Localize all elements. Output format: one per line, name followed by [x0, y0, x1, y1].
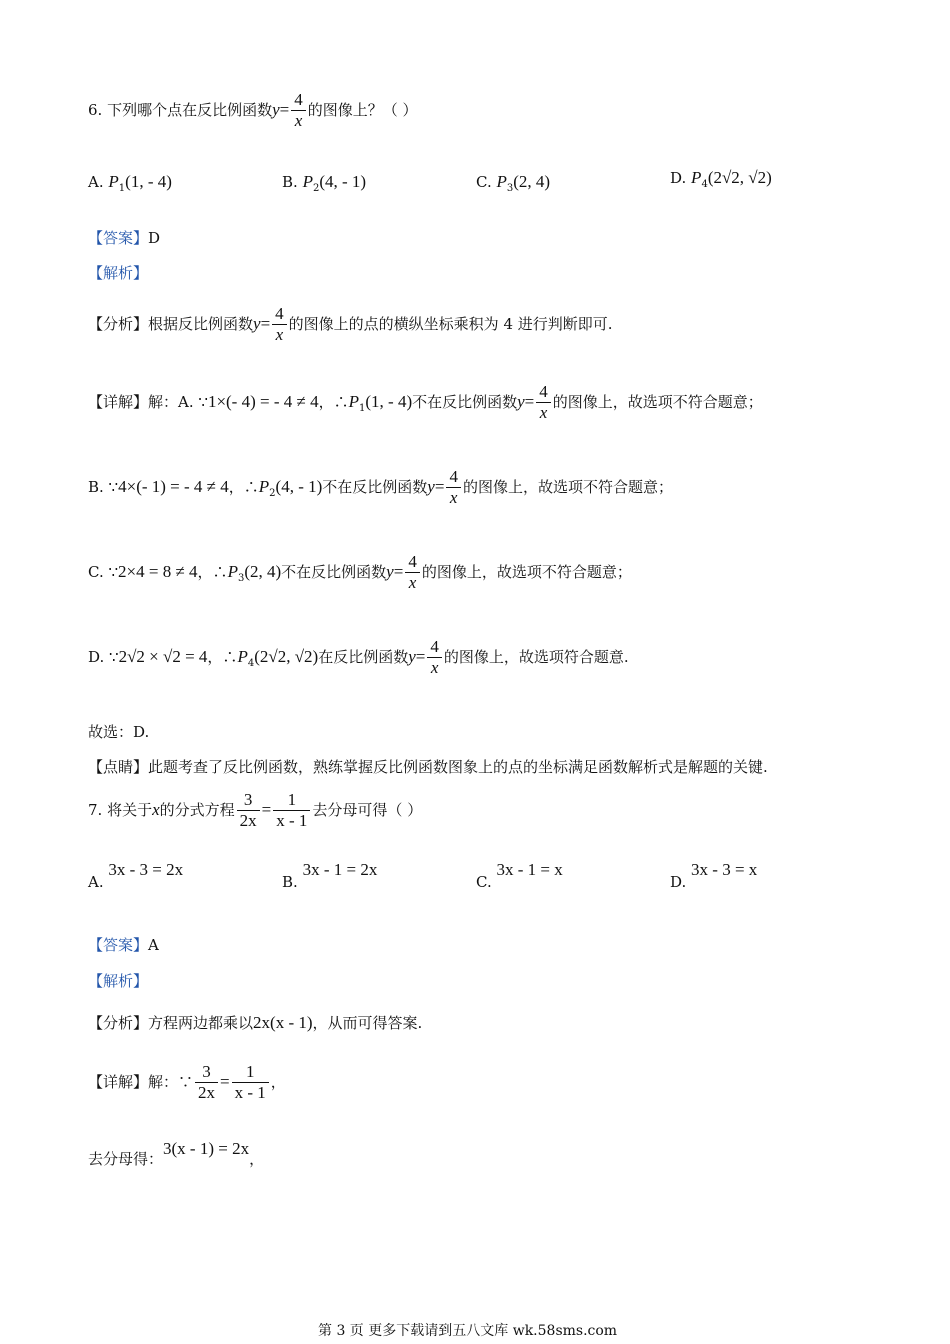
q7-option-d: D. 3x - 3 = x [670, 860, 758, 891]
q6-answer: 【答案】D [88, 229, 161, 247]
q6-option-c: C. $P_3(2$, 4) [476, 172, 551, 194]
q7-step: 去分母得：3(x - 1) = 2x， [88, 1139, 265, 1168]
q6-detail-d: D. ∵2√2 × √2 = 4，$\therefore P_4(2√2$, √2)在反比例函数y= $\frac{4}{x}$ 的图像上，故选项符合题意. [88, 637, 629, 678]
q6-detail-b: B. ∵4×(- 1) = - 4 ≠ 4，$\therefore P_2(4$, - 1)不在反比例函数y= $\frac{4}{x}$ 的图像上，故选项不符合题意； [88, 467, 673, 508]
func-eq: = [279, 99, 290, 119]
q6-dianjing: 【点睛】此题考查了反比例函数，熟练掌握反比例函数图象上的点的坐标满足函数解析式是解题的关键. [88, 758, 768, 776]
q6-stem [88, 90, 418, 132]
q7-analysis-tag: 【解析】 [88, 972, 149, 990]
q6-option-b: B. $P_2(4$, - 1) [282, 172, 367, 194]
q7-option-b: B. 3x - 1 = 2x [282, 860, 378, 891]
q6-detail-a: 【详解】解：A. ∵1×(- 4) = - 4 ≠ 4，$\therefore P_1(1$, - 4)不在反比例函数y= $\frac{4}{x}$ 的图像上，故选项不符合题意； [88, 382, 763, 423]
q7-fenxi: 【分析】方程两边都乘以2x(x - 1)，从而可得答案. [88, 1013, 423, 1032]
q7-option-a: A. 3x - 3 = 2x [88, 860, 184, 891]
q6-detail-c: C. ∵2×4 = 8 ≠ 4，$\therefore P_3(2$, 4)不在反比例函数y= $\frac{4}{x}$ 的图像上，故选项不符合题意； [88, 552, 632, 593]
q6-stem-pre: 6. 下列哪个点在反比例函数 [88, 100, 273, 119]
q7-answer: 【答案】A [88, 936, 159, 954]
page-footer: 第 3 页 更多下载请到五八文库 wk.58sms.com [318, 1323, 618, 1339]
func-y: y [272, 99, 280, 119]
q7-option-c: C. 3x - 1 = x [476, 860, 563, 891]
q6-fenxi: 【分析】根据反比例函数y= $\frac{4}{x}$ 的图像上的点的横纵坐标乘积为 4 进行判断即可. [88, 304, 613, 345]
q6-option-d: D. $P_4(2√2$, √2) [670, 168, 772, 190]
q6-analysis-tag: 【解析】 [88, 264, 149, 282]
func-frac: $\frac{4}{x}$ [291, 90, 306, 132]
q7-stem: 7. 将关于x的分式方程 $\frac{3}{2x}$ = $\frac{1}{x - 1}$ 去分母可得（ ） [88, 790, 423, 831]
q6-stem-post: 的图像上？（ ） [307, 100, 418, 119]
q6-option-a: A. $P_1(1$, - 4) [88, 172, 172, 194]
q6-guxuan: 故选：D. [88, 723, 150, 741]
q7-detail: 【详解】解：∵ $\frac{3}{2x}$ = $\frac{1}{x - 1}$ ， [88, 1062, 286, 1103]
